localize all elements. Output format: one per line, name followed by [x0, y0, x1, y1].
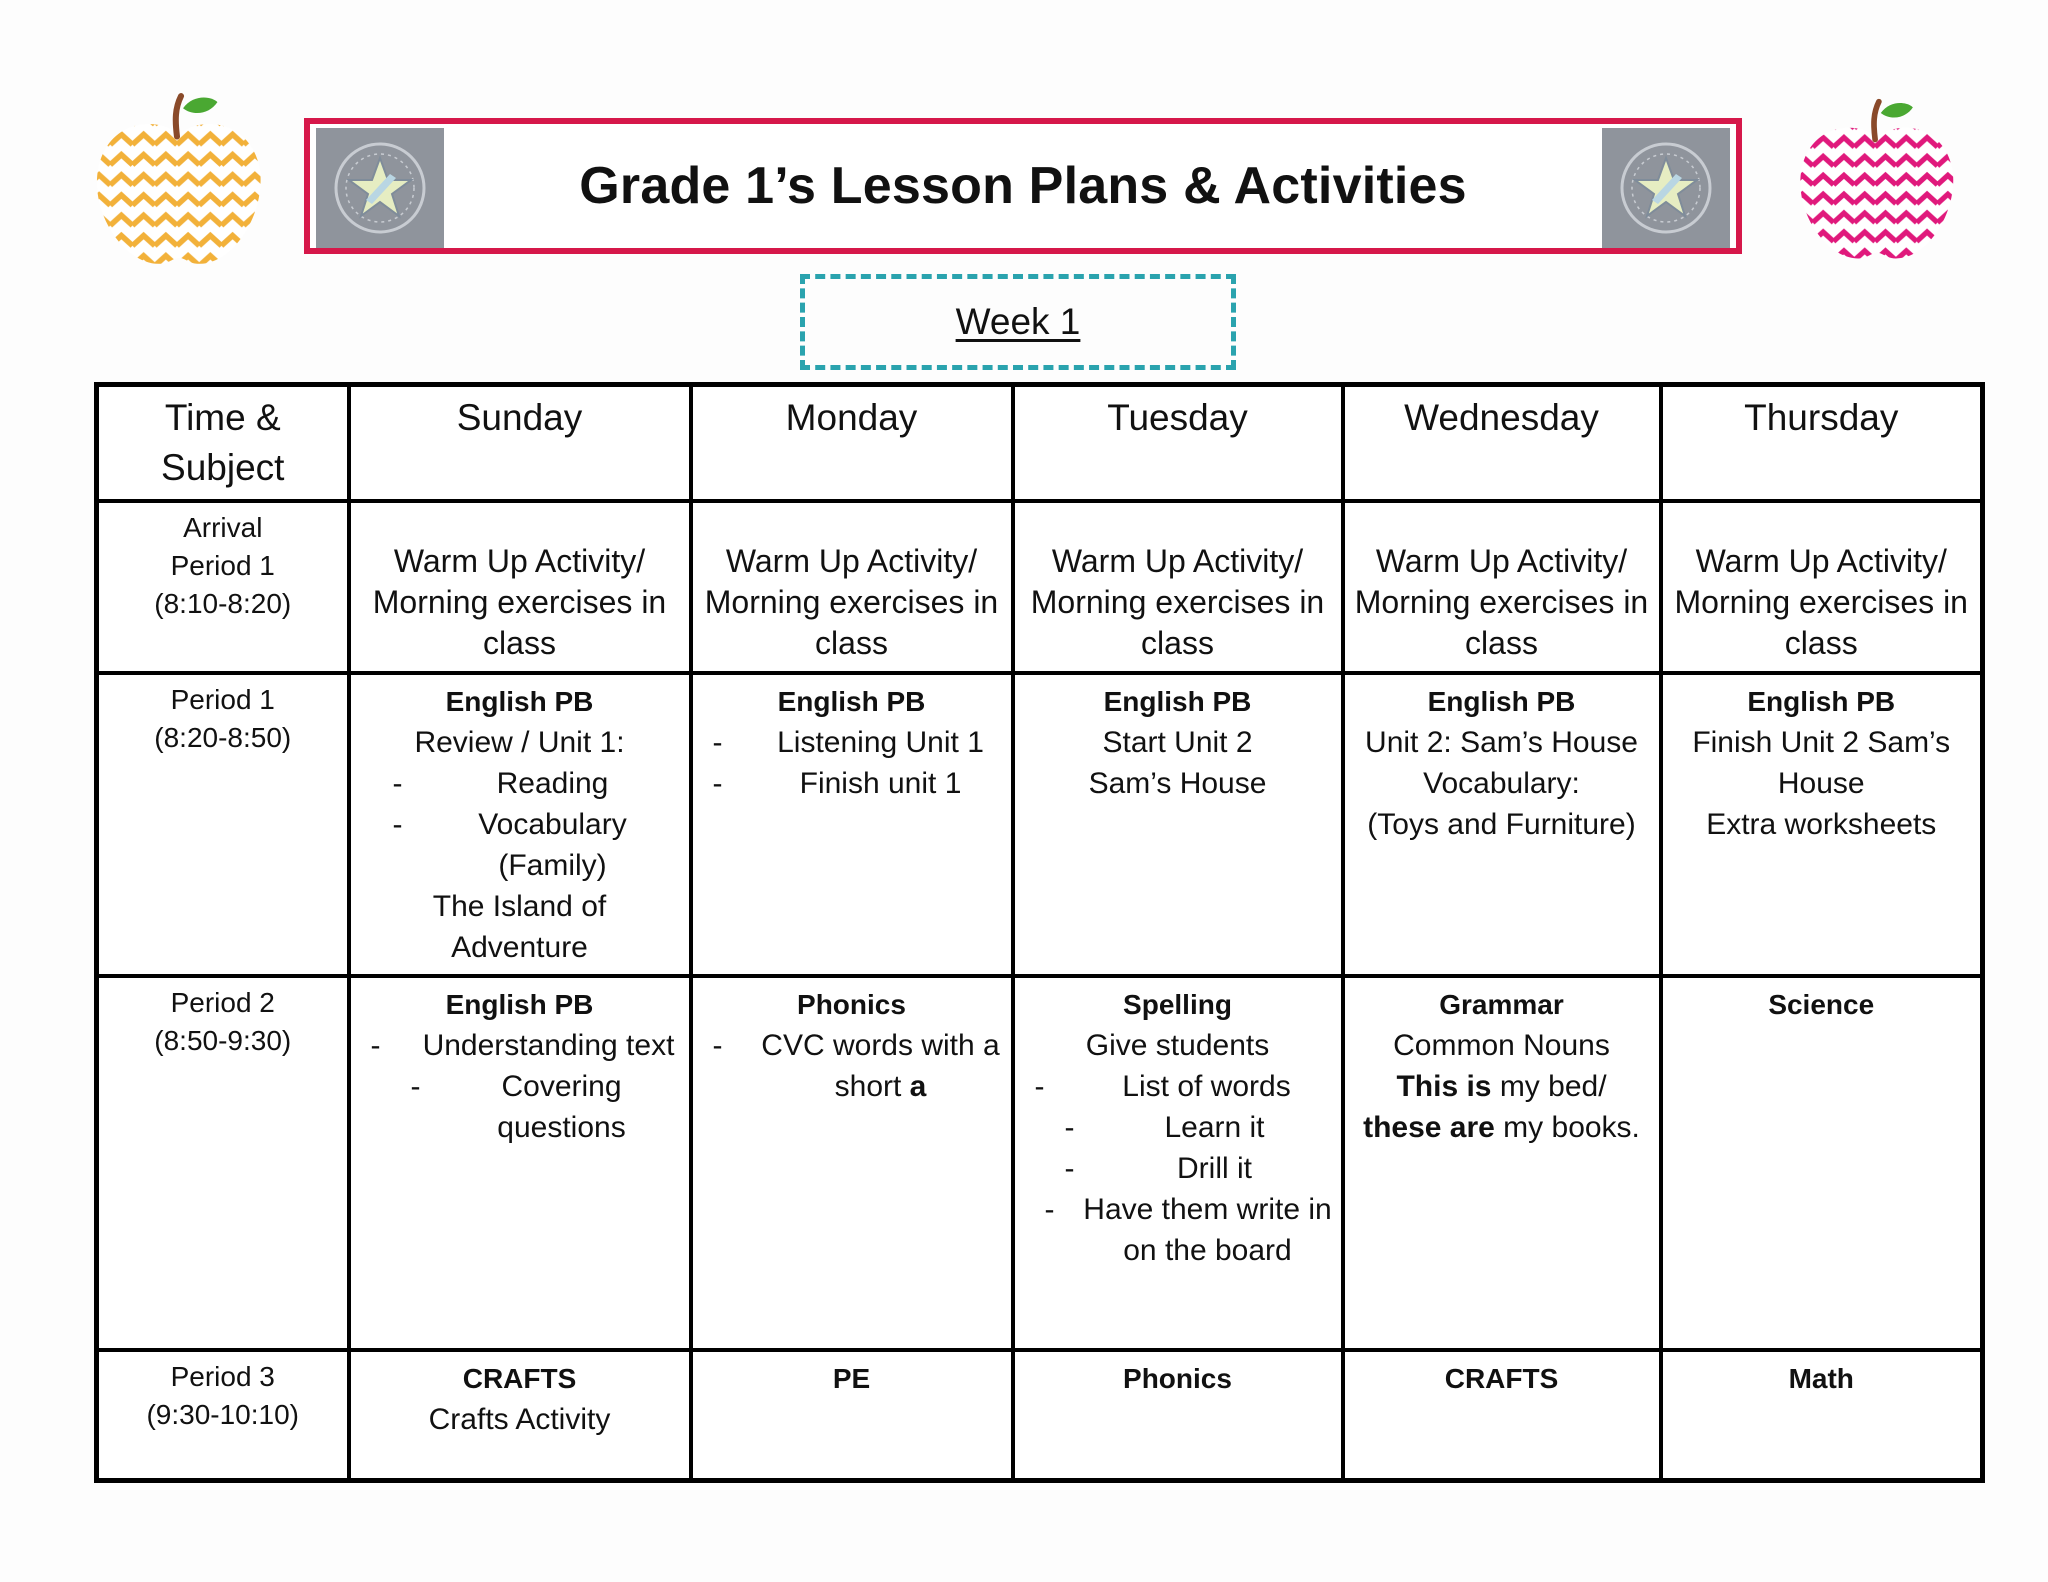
cell-sunday: CRAFTS Crafts Activity: [349, 1350, 691, 1480]
page-title: Grade 1’s Lesson Plans & Activities: [579, 157, 1467, 215]
cell-sunday: English PB - Understanding text - Covering questions: [349, 976, 691, 1350]
cell-thursday: Science: [1661, 976, 1983, 1350]
cell-wednesday: CRAFTS: [1343, 1350, 1661, 1480]
week-label: Week 1: [955, 301, 1081, 342]
apple-chevron-pink-icon: [1792, 90, 1962, 272]
schedule-table: [94, 382, 1985, 1483]
time-cell: Period 1 (8:20-8:50): [97, 673, 349, 976]
cell-tuesday: Warm Up Activity/ Morning exercises in class: [1013, 501, 1343, 673]
header-sunday: Sunday: [349, 385, 691, 502]
cell-tuesday: English PB Start Unit 2 Sam’s House: [1013, 673, 1343, 976]
table-row: [97, 976, 1983, 1350]
cell-thursday: Warm Up Activity/ Morning exercises in class: [1661, 501, 1983, 673]
cell-wednesday: Grammar Common Nouns This is my bed/ these are my books.: [1343, 976, 1661, 1350]
week-box: [800, 274, 1236, 370]
cell-wednesday: Warm Up Activity/ Morning exercises in class: [1343, 501, 1661, 673]
time-cell: Period 2 (8:50-9:30): [97, 976, 349, 1350]
cell-monday: Warm Up Activity/ Morning exercises in class: [691, 501, 1013, 673]
cell-tuesday: Phonics: [1013, 1350, 1343, 1480]
cell-monday: PE: [691, 1350, 1013, 1480]
cell-monday: English PB - Listening Unit 1 - Finish unit 1: [691, 673, 1013, 976]
cell-monday: Phonics - CVC words with a short a: [691, 976, 1013, 1350]
time-cell: Arrival Period 1 (8:10-8:20): [97, 501, 349, 673]
cell-sunday: Warm Up Activity/ Morning exercises in class: [349, 501, 691, 673]
header-tuesday: Tuesday: [1013, 385, 1343, 502]
school-logo-icon: [316, 128, 444, 248]
header-thursday: Thursday: [1661, 385, 1983, 502]
table-row: [97, 673, 1983, 976]
apple-chevron-orange-icon: [88, 90, 270, 272]
title-banner: [304, 118, 1742, 254]
cell-thursday: Math: [1661, 1350, 1983, 1480]
cell-tuesday: Spelling Give students - List of words - Learn it - Drill it - Have them write in on the board: [1013, 976, 1343, 1350]
school-logo-icon: [1602, 128, 1730, 248]
header-wednesday: Wednesday: [1343, 385, 1661, 502]
time-cell: Period 3 (9:30-10:10): [97, 1350, 349, 1480]
header-row: [97, 385, 1983, 502]
table-row: [97, 501, 1983, 673]
header-monday: Monday: [691, 385, 1013, 502]
cell-thursday: English PB Finish Unit 2 Sam’s House Extra worksheets: [1661, 673, 1983, 976]
cell-wednesday: English PB Unit 2: Sam’s House Vocabulary: (Toys and Furniture): [1343, 673, 1661, 976]
table-row: [97, 1350, 1983, 1480]
cell-sunday: English PB Review / Unit 1: - Reading - Vocabulary (Family) The Island of Adventure: [349, 673, 691, 976]
header-time-subject: Time & Subject: [97, 385, 349, 502]
